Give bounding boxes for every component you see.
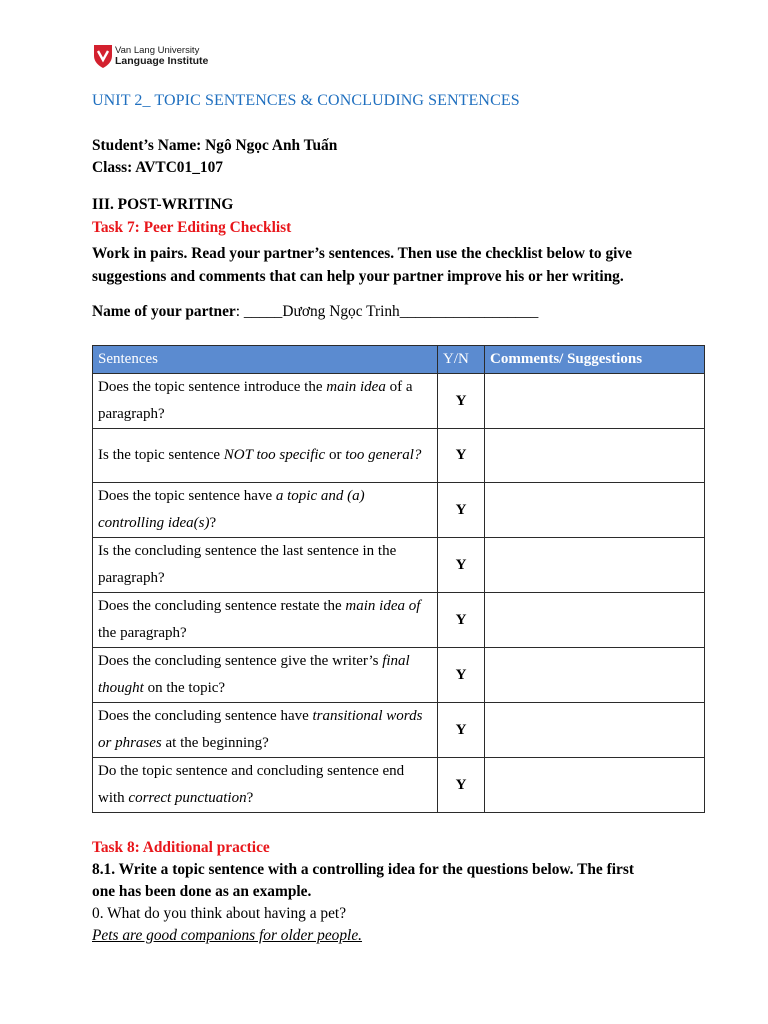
question-cell: Does the topic sentence have a topic and (a) controlling idea(s)?: [93, 483, 438, 538]
column-header-sentences: Sentences: [93, 346, 438, 374]
comment-cell[interactable]: [485, 429, 705, 483]
answer-cell[interactable]: Y: [438, 538, 485, 593]
task8-example-answer: Pets are good companions for older people.: [92, 927, 363, 944]
student-class: Class: AVTC01_107: [92, 159, 223, 176]
comment-cell[interactable]: [485, 593, 705, 648]
partner-label: Name of your partner: [92, 303, 236, 320]
unit-title: UNIT 2_ TOPIC SENTENCES & CONCLUDING SENTENCES: [92, 92, 520, 109]
table-row: [93, 758, 705, 813]
answer-cell[interactable]: Y: [438, 703, 485, 758]
partner-line: [92, 303, 538, 321]
logo-text: [115, 45, 208, 67]
logo-university: Van Lang University: [115, 45, 200, 56]
question-cell: Do the topic sentence and concluding sentence end with correct punctuation?: [93, 758, 438, 813]
answer-cell[interactable]: Y: [438, 483, 485, 538]
task8-question: 0. What do you think about having a pet?: [92, 905, 347, 922]
table-row: [93, 538, 705, 593]
question-cell: Does the concluding sentence give the writer’s final thought on the topic?: [93, 648, 438, 703]
student-name: Student’s Name: Ngô Ngọc Anh Tuấn: [92, 137, 338, 154]
logo-institute: Language Institute: [115, 55, 209, 67]
comment-cell[interactable]: [485, 483, 705, 538]
task7-instruction-line2: suggestions and comments that can help your partner improve his or her writing.: [92, 268, 624, 285]
answer-cell[interactable]: Y: [438, 593, 485, 648]
column-header-yn: Y/N: [438, 346, 485, 374]
comment-cell[interactable]: [485, 538, 705, 593]
question-cell: Is the concluding sentence the last sentence in the paragraph?: [93, 538, 438, 593]
table-row: [93, 703, 705, 758]
section-heading: III. POST-WRITING: [92, 196, 234, 213]
shield-logo-icon: [93, 43, 113, 69]
answer-cell[interactable]: Y: [438, 374, 485, 429]
comment-cell[interactable]: [485, 703, 705, 758]
task7-heading: Task 7: Peer Editing Checklist: [92, 219, 292, 236]
partner-value: : _____Dương Ngọc Trinh__________________: [235, 303, 539, 320]
comment-cell[interactable]: [485, 648, 705, 703]
column-header-comments: Comments/ Suggestions: [485, 346, 705, 374]
answer-cell[interactable]: Y: [438, 648, 485, 703]
question-cell: Does the concluding sentence restate the main idea of the paragraph?: [93, 593, 438, 648]
table-row: [93, 593, 705, 648]
table-row: [93, 374, 705, 429]
question-cell: Does the topic sentence introduce the main idea of a paragraph?: [93, 374, 438, 429]
table-row: [93, 483, 705, 538]
task8-heading: Task 8: Additional practice: [92, 839, 270, 856]
task7-instruction-line1: Work in pairs. Read your partner’s sentences. Then use the checklist below to give: [92, 245, 632, 262]
table-row: [93, 429, 705, 483]
table-header-row: [93, 346, 705, 374]
comment-cell[interactable]: [485, 758, 705, 813]
comment-cell[interactable]: [485, 374, 705, 429]
peer-editing-checklist-table: [92, 345, 705, 813]
task8-instruction-line2: one has been done as an example.: [92, 883, 312, 900]
task8-instruction-line1: 8.1. Write a topic sentence with a controlling idea for the questions below. The first: [92, 861, 634, 878]
answer-cell[interactable]: Y: [438, 429, 485, 483]
table-row: [93, 648, 705, 703]
answer-cell[interactable]: Y: [438, 758, 485, 813]
question-cell: Does the concluding sentence have transitional words or phrases at the beginning?: [93, 703, 438, 758]
question-cell: Is the topic sentence NOT too specific or too general?: [93, 429, 438, 483]
